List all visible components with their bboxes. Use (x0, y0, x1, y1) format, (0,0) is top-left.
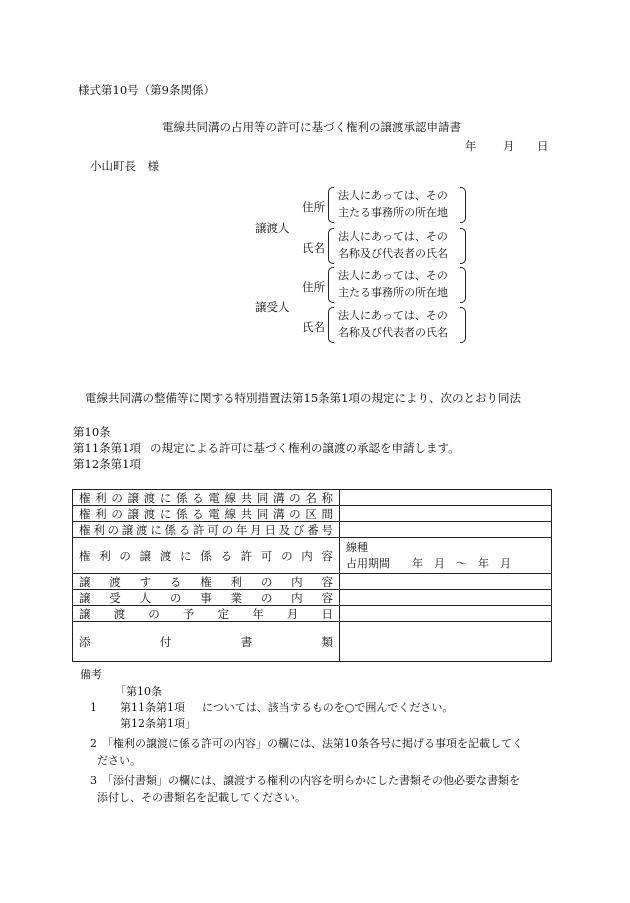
row-value (340, 606, 552, 622)
application-table (72, 489, 552, 662)
note-1-option-10: 「第10条 (115, 685, 162, 698)
table-row (73, 606, 552, 622)
row-label: 譲受人の事業の内容 (73, 590, 340, 606)
row-label: 譲渡の予定年月日 (73, 606, 340, 622)
transferor-address-note: 法人にあっては、その 主たる事務所の所在地 (328, 186, 466, 224)
transferee-label: 譲受人 (255, 300, 290, 314)
note-1-option-12: 第12条第1項」 (120, 717, 196, 730)
row-label: 譲渡する権利の内容 (73, 574, 340, 590)
row-label: 権利の譲渡に係る電線共同溝の名称 (73, 490, 340, 506)
row-value (340, 590, 552, 606)
transferee-address-note: 法人にあっては、その 主たる事務所の所在地 (328, 266, 466, 304)
table-row (73, 506, 552, 522)
note-2-number: 2 (90, 737, 97, 750)
addressee: 小山町長 様 (90, 159, 159, 173)
row-value (340, 622, 552, 662)
note-2-line2: ださい。 (97, 754, 141, 767)
row-label: 権利の譲渡に係る許可の内容 (73, 538, 340, 574)
transferee-name-label: 氏名 (302, 320, 325, 334)
note-1-text: については、該当するものを○で囲んでください。 (202, 701, 454, 714)
note-3-number: 3 (90, 774, 97, 787)
occupancy-period: 占用期間 年 月 〜 年 月 (346, 556, 511, 570)
line-type: 線種 (346, 540, 368, 554)
option-article-11: 第11条第1項 (73, 441, 141, 455)
transferor-name-label: 氏名 (302, 241, 325, 255)
row-label: 権利の譲渡に係る許可の年月日及び番号 (73, 522, 340, 538)
row-value (340, 538, 552, 574)
body-text-line2: の規定による許可に基づく権利の譲渡の承認を申請します。 (150, 441, 460, 455)
note-3-line1: 「添付書類」の欄には、譲渡する権利の内容を明らかにした書類その他必要な書類を (102, 774, 520, 787)
transferor-address-label: 住所 (302, 200, 325, 214)
note-2-line1: 「権利の譲渡に係る許可の内容」の欄には、法第10条各号に掲げる事項を記載してく (102, 737, 523, 750)
table-row (73, 522, 552, 538)
table-row (73, 574, 552, 590)
row-value (340, 522, 552, 538)
row-label: 権利の譲渡に係る電線共同溝の区間 (73, 506, 340, 522)
note-1-option-11: 第11条第1項 (120, 701, 185, 714)
body-text-line1: 電線共同溝の整備等に関する特別措置法第15条第1項の規定により、次のとおり同法 (85, 391, 521, 405)
date-month: 月 (503, 139, 515, 153)
row-value (340, 574, 552, 590)
table-row (73, 590, 552, 606)
row-label: 添付書類 (73, 622, 340, 662)
row-value (340, 506, 552, 522)
option-article-10: 第10条 (73, 425, 111, 439)
date-year: 年 (465, 139, 477, 153)
table-row (73, 538, 552, 574)
transferee-address-label: 住所 (302, 280, 325, 294)
form-number: 様式第10号（第9条関係） (78, 83, 215, 97)
table-row (73, 490, 552, 506)
notes-heading: 備考 (80, 668, 102, 681)
note-1-number: 1 (90, 701, 97, 714)
transferor-label: 譲渡人 (255, 221, 290, 235)
table-row (73, 622, 552, 662)
page-title: 電線共同溝の占用等の許可に基づく権利の譲渡承認申請書 (162, 120, 461, 134)
transferor-name-note: 法人にあっては、その 名称及び代表者の氏名 (328, 227, 466, 265)
note-3-line2: 添付し、その書類名を記載してください。 (97, 791, 306, 804)
option-article-12: 第12条第1項 (73, 457, 141, 471)
row-value (340, 490, 552, 506)
transferee-name-note: 法人にあっては、その 名称及び代表者の氏名 (328, 306, 466, 344)
date-day: 日 (537, 139, 549, 153)
